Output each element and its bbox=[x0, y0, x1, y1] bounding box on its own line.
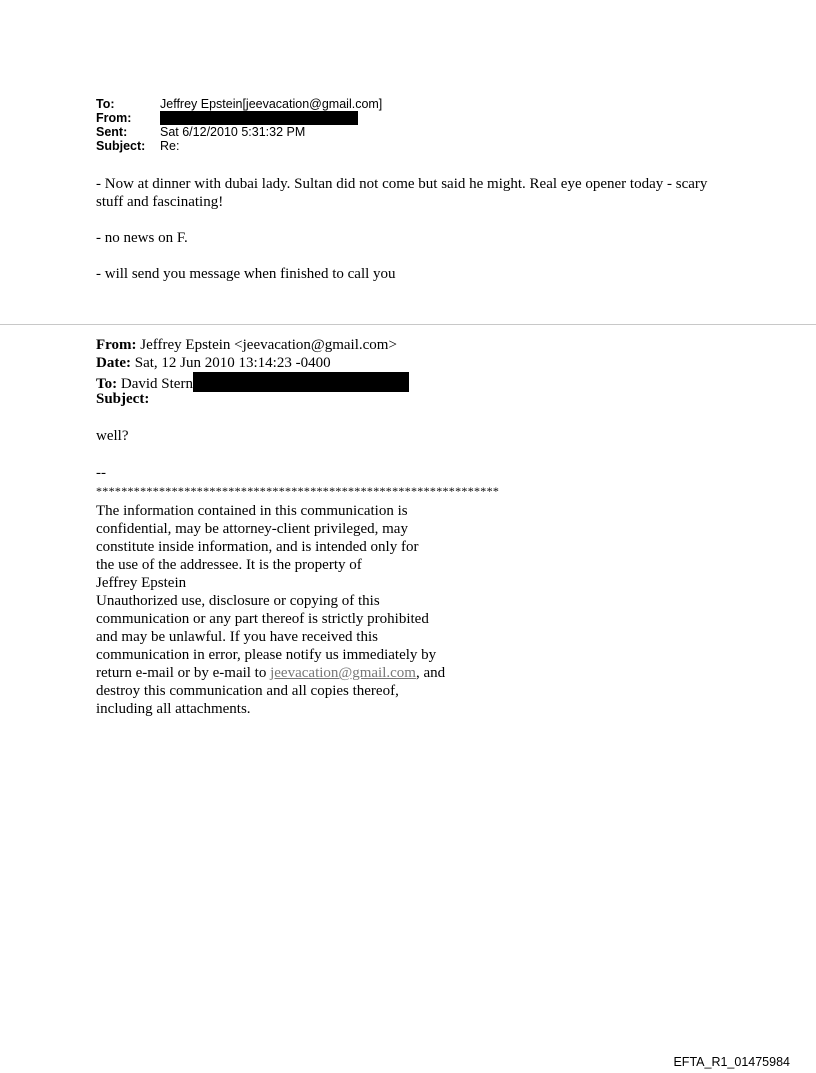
redaction-bar bbox=[193, 372, 409, 392]
to-label: To: bbox=[96, 97, 115, 111]
to-value: Jeffrey Epstein[jeevacation@gmail.com] bbox=[160, 97, 383, 111]
quoted-from-value: Jeffrey Epstein <jeevacation@gmail.com> bbox=[140, 337, 397, 353]
header-sent-row bbox=[96, 125, 382, 139]
header-subject-row bbox=[96, 139, 382, 153]
disclaimer-line: Jeffrey Epstein bbox=[96, 575, 187, 591]
signature-stars: **************************************************************** bbox=[96, 484, 500, 498]
redaction-bar bbox=[160, 111, 358, 125]
disclaimer bbox=[96, 502, 496, 718]
quoted-date-value: Sat, 12 Jun 2010 13:14:23 -0400 bbox=[134, 355, 331, 371]
quoted-subject-label: Subject: bbox=[96, 391, 150, 407]
disclaimer-line: constitute inside information, and is intended only for bbox=[96, 539, 419, 555]
body-paragraph: - will send you message when finished to call you bbox=[96, 266, 396, 282]
disclaimer-line bbox=[96, 664, 496, 682]
quoted-message: well? bbox=[96, 428, 129, 444]
disclaimer-line: communication in error, please notify us immediately by bbox=[96, 647, 437, 663]
disclaimer-line: and may be unlawful. If you have received this bbox=[96, 629, 378, 645]
header-to-row bbox=[96, 97, 382, 111]
disclaimer-line: including all attachments. bbox=[96, 701, 251, 717]
subject-value: Re: bbox=[160, 139, 180, 153]
subject-label: Subject: bbox=[96, 139, 146, 153]
quoted-to-label: To: bbox=[96, 376, 118, 392]
email-header bbox=[96, 97, 382, 153]
body-paragraph: - Now at dinner with dubai lady. Sultan did not come but said he might. Real eye opener today - scary stuff and fascinating! bbox=[96, 176, 708, 210]
quoted-to-value: David Stern bbox=[120, 376, 193, 392]
quoted-from-row bbox=[96, 336, 409, 354]
disclaimer-line: Unauthorized use, disclosure or copying of this bbox=[96, 593, 380, 609]
header-from-row bbox=[96, 111, 382, 125]
signature-dash: -- bbox=[96, 465, 106, 481]
signature-block bbox=[96, 464, 499, 718]
disclaimer-line: confidential, may be attorney-client privileged, may bbox=[96, 521, 408, 537]
quoted-header bbox=[96, 336, 409, 408]
document-id: EFTA_R1_01475984 bbox=[673, 1055, 790, 1069]
email-body bbox=[96, 175, 736, 283]
quoted-date-label: Date: bbox=[96, 355, 131, 371]
disclaimer-line: communication or any part thereof is strictly prohibited bbox=[96, 611, 429, 627]
sent-value: Sat 6/12/2010 5:31:32 PM bbox=[160, 125, 306, 139]
quoted-date-row bbox=[96, 354, 409, 372]
quoted-to-row bbox=[96, 372, 409, 390]
email-link[interactable]: jeevacation@gmail.com bbox=[270, 665, 416, 681]
body-paragraph: - no news on F. bbox=[96, 230, 188, 246]
disclaimer-line: the use of the addressee. It is the property of bbox=[96, 557, 362, 573]
sent-label: Sent: bbox=[96, 125, 128, 139]
disclaimer-line: The information contained in this communication is bbox=[96, 503, 408, 519]
message-divider bbox=[0, 324, 816, 325]
quoted-subject-row bbox=[96, 390, 409, 408]
from-label: From: bbox=[96, 111, 132, 125]
disclaimer-line: destroy this communication and all copies thereof, bbox=[96, 683, 399, 699]
quoted-from-label: From: bbox=[96, 337, 137, 353]
disclaimer-text: return e-mail or by e-mail to bbox=[96, 665, 271, 681]
disclaimer-text: , and bbox=[415, 665, 446, 681]
